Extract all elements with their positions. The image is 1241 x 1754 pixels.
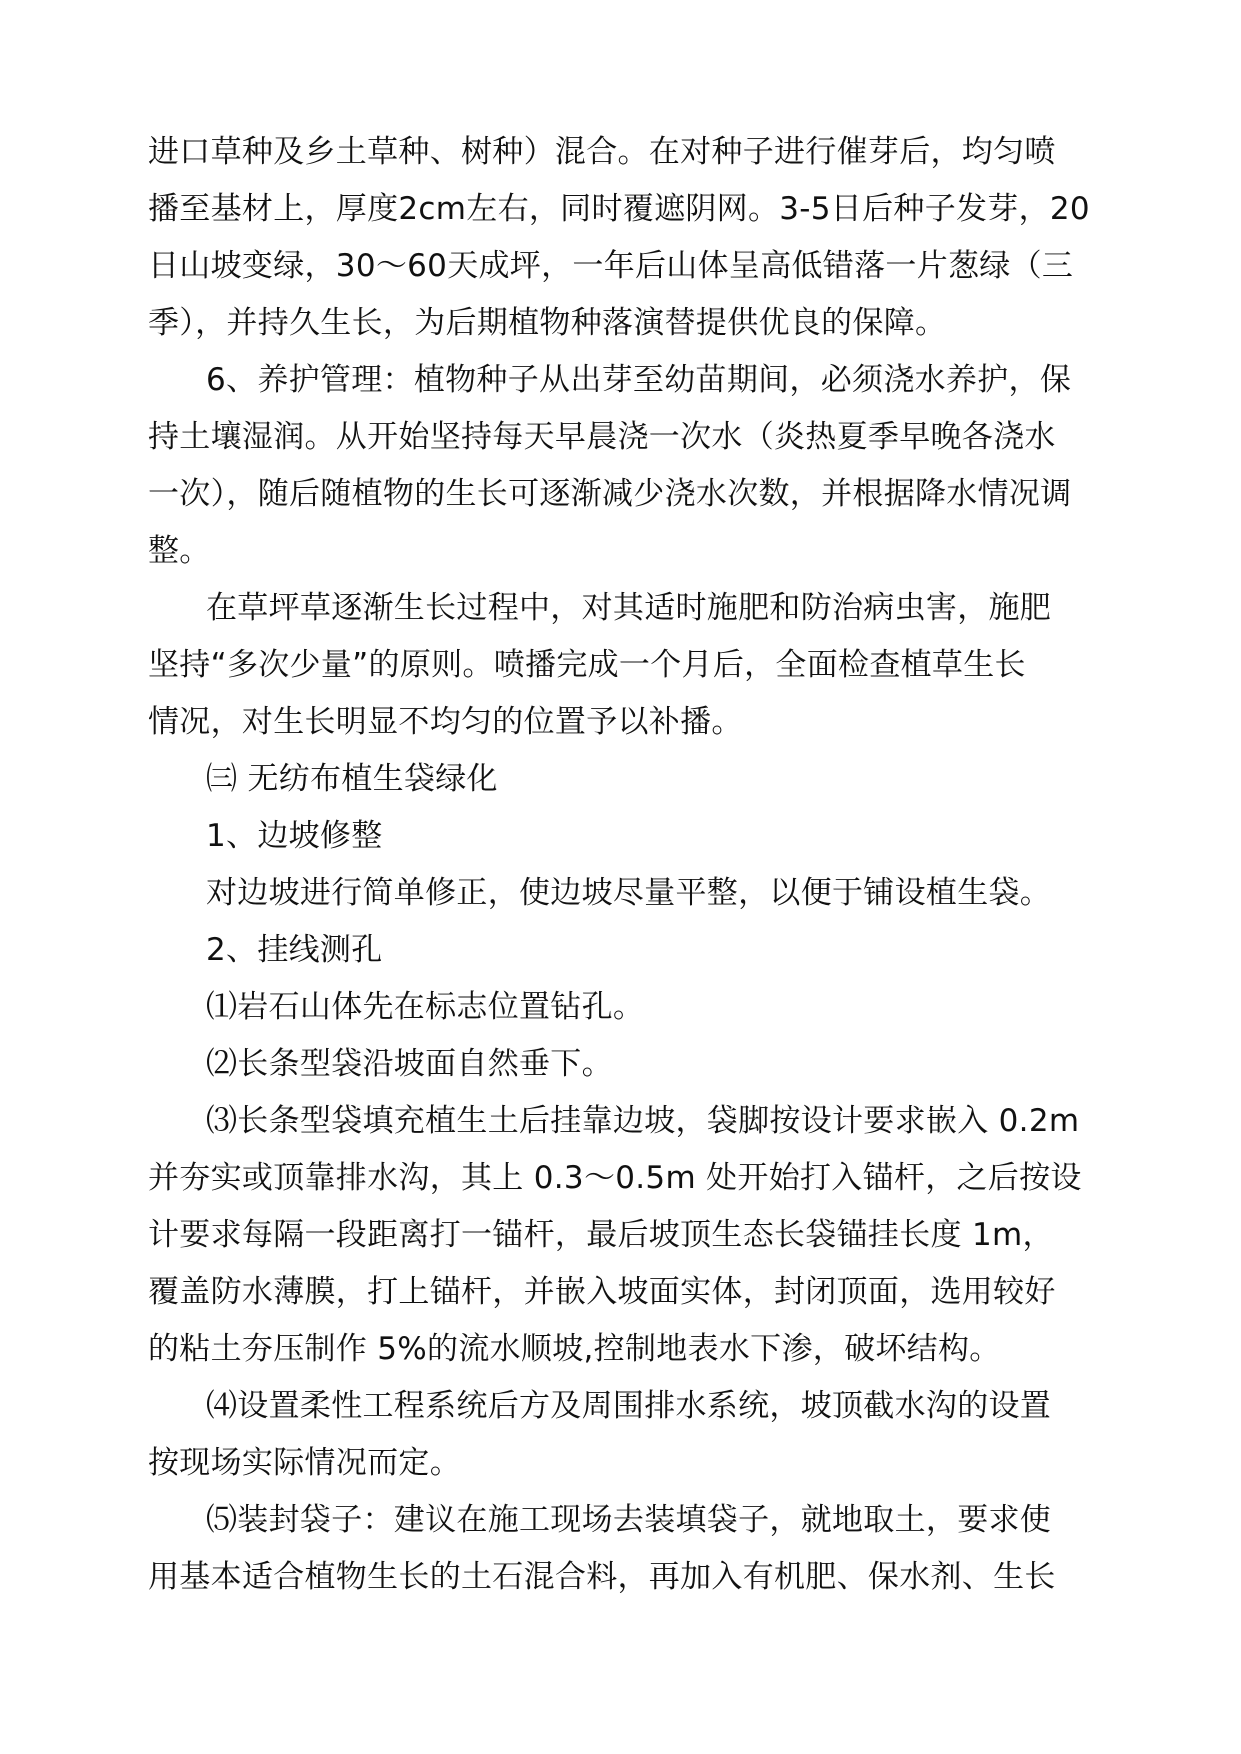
paragraph bbox=[148, 124, 1118, 352]
text-line: ⑵长条型袋沿坡面自然垂下。 bbox=[206, 1046, 613, 1082]
text-line: 在草坪草逐渐生长过程中，对其适时施肥和防治病虫害，施肥 bbox=[206, 590, 1052, 626]
text-line: 覆盖防水薄膜，打上锚杆，并嵌入坡面实体，封闭顶面，选用较好 bbox=[148, 1274, 1056, 1310]
text-line: ⑴岩石山体先在标志位置钻孔。 bbox=[206, 989, 645, 1025]
text-line: 对边坡进行简单修正，使边坡尽量平整，以便于铺设植生袋。 bbox=[206, 875, 1052, 911]
section-heading bbox=[148, 751, 1118, 808]
text-line: 进口草种及乡土草种、树种）混合。在对种子进行催芽后，均匀喷 bbox=[148, 134, 1056, 170]
text-line: ⑶长条型袋填充植生土后挂靠边坡，袋脚按设计要求嵌入 0.2m bbox=[206, 1103, 1080, 1139]
paragraph bbox=[148, 865, 1118, 922]
list-item bbox=[148, 1492, 1118, 1606]
subheading bbox=[148, 922, 1118, 979]
paragraph bbox=[148, 580, 1118, 751]
list-item bbox=[148, 979, 1118, 1036]
text-line: ⑸装封袋子：建议在施工现场去装填袋子，就地取土，要求使 bbox=[206, 1502, 1052, 1538]
text-line: 日山坡变绿，30～60天成坪，一年后山体呈高低错落一片葱绿（三 bbox=[148, 248, 1074, 284]
text-line: 用基本适合植物生长的土石混合料，再加入有机肥、保水剂、生长 bbox=[148, 1559, 1056, 1595]
text-line: 1、边坡修整 bbox=[206, 818, 383, 854]
paragraph bbox=[148, 352, 1118, 580]
text-line: 一次），随后随植物的生长可逐渐减少浇水次数，并根据降水情况调 bbox=[148, 476, 1072, 512]
text-line: 季），并持久生长，为后期植物种落演替提供优良的保障。 bbox=[148, 305, 947, 341]
text-line: 计要求每隔一段距离打一锚杆，最后坡顶生态长袋锚挂长度 1m， bbox=[148, 1217, 1054, 1253]
text-line: ㈢ 无纺布植生袋绿化 bbox=[206, 761, 498, 797]
text-line: ⑷设置柔性工程系统后方及周围排水系统，坡顶截水沟的设置 bbox=[206, 1388, 1052, 1424]
text-line: 情况，对生长明显不均匀的位置予以补播。 bbox=[148, 704, 743, 740]
text-line: 按现场实际情况而定。 bbox=[148, 1445, 461, 1481]
subheading bbox=[148, 808, 1118, 865]
text-line: 持土壤湿润。从开始坚持每天早晨浇一次水（炎热夏季早晚各浇水 bbox=[148, 419, 1056, 455]
text-line: 坚持“多次少量”的原则。喷播完成一个月后，全面检查植草生长 bbox=[148, 647, 1026, 683]
text-line: 整。 bbox=[148, 533, 211, 569]
list-item bbox=[148, 1093, 1118, 1378]
text-line: 2、挂线测孔 bbox=[206, 932, 383, 968]
list-item bbox=[148, 1036, 1118, 1093]
text-line: 播至基材上，厚度2cm左右，同时覆遮阴网。3-5日后种子发芽，20 bbox=[148, 191, 1090, 227]
text-line: 并夯实或顶靠排水沟，其上 0.3～0.5m 处开始打入锚杆，之后按设 bbox=[148, 1160, 1082, 1196]
list-item bbox=[148, 1378, 1118, 1492]
document-page bbox=[148, 124, 1118, 1606]
text-line: 的粘土夯压制作 5%的流水顺坡,控制地表水下渗，破坏结构。 bbox=[148, 1331, 1001, 1367]
text-line: 6、养护管理：植物种子从出芽至幼苗期间，必须浇水养护，保 bbox=[206, 362, 1072, 398]
